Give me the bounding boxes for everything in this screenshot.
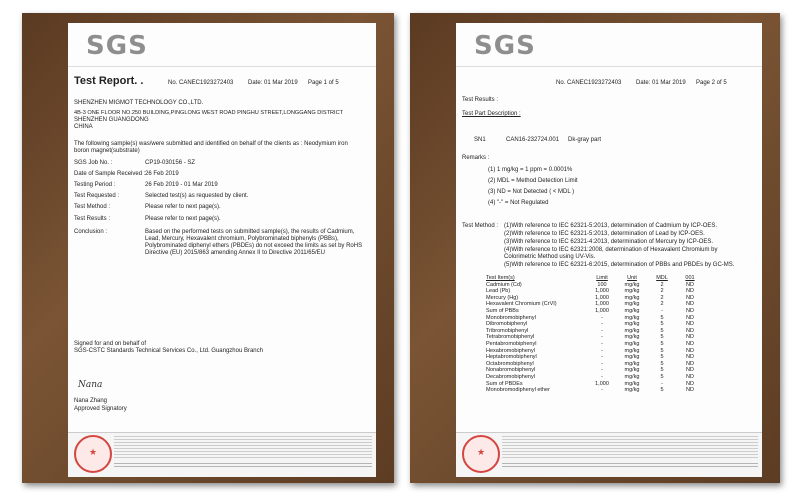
table-cell: 5 bbox=[660, 367, 664, 374]
table-row bbox=[484, 282, 704, 289]
table-cell: ND bbox=[686, 294, 694, 301]
client-company: SHENZHEN MIGMOT TECHNOLOGY CO.,LTD. bbox=[74, 100, 204, 106]
table-cell: ND bbox=[686, 373, 694, 380]
table-cell: - bbox=[601, 354, 603, 361]
table-cell: - bbox=[601, 360, 603, 367]
method-item: (4)With reference to IEC 62321:2008, determination of Hexavalent Chromium by Colorimetric Method using UV-Vis. bbox=[504, 247, 718, 260]
table-cell: ND bbox=[686, 288, 694, 295]
table-cell: mg/kg bbox=[624, 373, 640, 380]
table-cell: Decabromobiphenyl bbox=[486, 373, 535, 380]
table-cell: mg/kg bbox=[624, 387, 640, 394]
table-cell: 5 bbox=[660, 387, 664, 394]
page-number: Page 1 of 5 bbox=[308, 80, 339, 86]
table-cell: ND bbox=[686, 321, 694, 328]
field-label: Testing Period : bbox=[74, 182, 116, 188]
table-cell: - bbox=[601, 367, 603, 374]
table-cell: Sum of PBDEs bbox=[486, 380, 523, 387]
page-number: Page 2 of 5 bbox=[696, 80, 727, 86]
table-cell: ND bbox=[686, 387, 694, 394]
column-header: Test Item(s) bbox=[486, 275, 515, 281]
footer-fine-print bbox=[502, 436, 758, 460]
part-number: CAN16-232724.001 bbox=[506, 137, 560, 143]
sample-intro: The following sample(s) was/were submitted and identified on behalf of the clients as : Neodymium iron boron magnet(substrate) bbox=[74, 141, 348, 154]
table-cell: - bbox=[601, 334, 603, 341]
sgs-logo: SGS bbox=[474, 31, 536, 61]
remark-item: (2) MDL = Method Detection Limit bbox=[488, 178, 578, 184]
field-label: Test Requested : bbox=[74, 193, 120, 199]
table-cell: 1,000 bbox=[595, 380, 609, 387]
report-page-2 bbox=[456, 23, 762, 477]
table-cell: 2 bbox=[660, 301, 664, 308]
column-header: MDL bbox=[656, 275, 668, 281]
table-cell: Octabromobiphenyl bbox=[486, 360, 534, 367]
table-row bbox=[484, 334, 704, 341]
table-cell: Heptabromobiphenyl bbox=[486, 354, 537, 361]
table-cell: mg/kg bbox=[624, 327, 640, 334]
table-cell: Lead (Pb) bbox=[486, 288, 511, 295]
page-footer bbox=[68, 432, 376, 477]
column-header: 001 bbox=[685, 275, 695, 281]
table-cell: Sum of PBBs bbox=[486, 307, 519, 314]
table-cell: 1,000 bbox=[595, 307, 609, 314]
table-cell: 1,000 bbox=[595, 294, 609, 301]
table-row bbox=[484, 341, 704, 348]
table-row bbox=[484, 374, 704, 381]
remarks-label: Remarks : bbox=[462, 155, 490, 161]
field-value: 26 Feb 2019 - 01 Mar 2019 bbox=[145, 182, 218, 188]
table-cell: 5 bbox=[660, 340, 664, 347]
field-label: SGS Job No. : bbox=[74, 160, 113, 166]
report-number: No. CANEC1923272403 bbox=[168, 80, 234, 86]
table-body bbox=[484, 282, 704, 394]
table-cell: mg/kg bbox=[624, 340, 640, 347]
remark-item: (4) "-" = Not Regulated bbox=[488, 200, 549, 206]
table-cell: mg/kg bbox=[624, 301, 640, 308]
client-address-line-2: SHENZHEN GUANGDONG bbox=[74, 117, 149, 123]
report-number: No. CANEC1923272403 bbox=[556, 80, 622, 86]
field-label: Test Method : bbox=[74, 204, 111, 210]
table-cell: mg/kg bbox=[624, 367, 640, 374]
table-cell: 5 bbox=[660, 314, 664, 321]
sample-id: SN1 bbox=[474, 137, 486, 143]
table-cell: - bbox=[601, 347, 603, 354]
footer-fine-print bbox=[114, 436, 372, 460]
field-value: Please refer to next page(s). bbox=[145, 216, 221, 222]
table-row bbox=[484, 328, 704, 335]
table-cell: Nonabromobiphenyl bbox=[486, 367, 536, 374]
table-cell: 5 bbox=[660, 321, 664, 328]
seal-stamp-icon: ★ bbox=[462, 435, 500, 473]
table-cell: Cadmium (Cd) bbox=[486, 281, 522, 288]
table-cell: 1,000 bbox=[595, 301, 609, 308]
table-cell: 1,000 bbox=[595, 288, 609, 295]
page-title: Test Report. . bbox=[74, 75, 144, 87]
column-header: Unit bbox=[627, 275, 637, 281]
test-method-label: Test Method : bbox=[462, 223, 499, 229]
field-label: Test Results : bbox=[74, 216, 111, 222]
table-cell: mg/kg bbox=[624, 334, 640, 341]
table-row bbox=[484, 361, 704, 368]
table-cell: Pentabromobiphenyl bbox=[486, 340, 537, 347]
remark-item: (1) 1 mg/kg = 1 ppm = 0.0001% bbox=[488, 167, 573, 173]
table-cell: ND bbox=[686, 367, 694, 374]
table-cell: 5 bbox=[660, 360, 664, 367]
table-cell: - bbox=[601, 327, 603, 334]
part-name: Dk-gray part bbox=[568, 137, 602, 143]
table-cell: Dibromobiphenyl bbox=[486, 321, 528, 328]
table-cell: - bbox=[601, 373, 603, 380]
table-cell: - bbox=[661, 380, 663, 387]
table-cell: 5 bbox=[660, 354, 664, 361]
table-cell: 5 bbox=[660, 373, 664, 380]
conclusion-label: Conclusion : bbox=[74, 229, 108, 235]
field-value: 26 Feb 2019 bbox=[145, 171, 179, 177]
signed-on-behalf: Signed for and on behalf of bbox=[74, 341, 147, 347]
field-value: Please refer to next page(s). bbox=[145, 204, 221, 210]
column-header: Limit bbox=[596, 275, 608, 281]
client-address-line-3: CHINA bbox=[74, 124, 93, 130]
table-cell: 5 bbox=[660, 347, 664, 354]
table-cell: ND bbox=[686, 360, 694, 367]
table-cell: - bbox=[661, 307, 663, 314]
report-page-1 bbox=[68, 23, 376, 477]
header-divider bbox=[456, 66, 762, 67]
table-cell: - bbox=[601, 321, 603, 328]
sgs-logo: SGS bbox=[86, 31, 148, 61]
signing-company: SGS-CSTC Standards Technical Services Co., Ltd. Guangzhou Branch bbox=[74, 348, 263, 354]
table-cell: 5 bbox=[660, 327, 664, 334]
table-cell: - bbox=[601, 340, 603, 347]
client-address-line-1: 4B-3 ONE FLOOR NO.250 BUILDING,PINGLONG WEST ROAD PINGHU STREET,LONGGANG DISTRICT bbox=[74, 110, 344, 116]
field-value: Selected test(s) as requested by client. bbox=[145, 193, 249, 199]
test-results-heading: Test Results : bbox=[462, 97, 499, 103]
table-row bbox=[484, 367, 704, 374]
table-cell: ND bbox=[686, 327, 694, 334]
table-cell: 2 bbox=[660, 294, 664, 301]
signer-title: Approved Signatory bbox=[74, 406, 127, 412]
table-cell: Hexabromobiphenyl bbox=[486, 347, 535, 354]
signer-name: Nana Zhang bbox=[74, 398, 108, 404]
table-row bbox=[484, 301, 704, 308]
table-cell: ND bbox=[686, 314, 694, 321]
table-cell: mg/kg bbox=[624, 288, 640, 295]
table-row bbox=[484, 387, 704, 394]
table-cell: ND bbox=[686, 301, 694, 308]
table-cell: mg/kg bbox=[624, 294, 640, 301]
header-divider bbox=[68, 66, 376, 67]
table-row bbox=[484, 321, 704, 328]
method-item: (3)With reference to IEC 62321-4:2013, determination of Mercury by ICP-OES. bbox=[504, 239, 714, 245]
table-cell: mg/kg bbox=[624, 321, 640, 328]
table-cell: ND bbox=[686, 281, 694, 288]
table-cell: 2 bbox=[660, 281, 664, 288]
report-date: Date: 01 Mar 2019 bbox=[248, 80, 298, 86]
table-row bbox=[484, 288, 704, 295]
test-part-description-heading: Test Part Description : bbox=[462, 111, 521, 117]
table-cell: mg/kg bbox=[624, 314, 640, 321]
table-cell: ND bbox=[686, 380, 694, 387]
table-cell: mg/kg bbox=[624, 380, 640, 387]
table-cell: ND bbox=[686, 347, 694, 354]
table-cell: 2 bbox=[660, 288, 664, 295]
footer-contact-line bbox=[502, 463, 758, 469]
field-label: Date of Sample Received : bbox=[74, 171, 146, 177]
table-cell: Tetrabromobiphenyl bbox=[486, 334, 535, 341]
table-row bbox=[484, 348, 704, 355]
table-cell: ND bbox=[686, 307, 694, 314]
table-row bbox=[484, 354, 704, 361]
table-cell: mg/kg bbox=[624, 347, 640, 354]
table-cell: 100 bbox=[597, 281, 607, 288]
footer-contact-line bbox=[114, 463, 372, 469]
seal-stamp-icon: ★ bbox=[74, 435, 112, 473]
table-cell: Monobromobiphenyl bbox=[486, 314, 536, 321]
signature: Nana bbox=[78, 380, 103, 390]
table-row bbox=[484, 381, 704, 388]
table-cell: mg/kg bbox=[624, 354, 640, 361]
conclusion-text: Based on the performed tests on submitted sample(s), the results of Cadmium, Lead, Mercury, Hexavalent chromium, Polybrominated biphenyls (PBBs), Polybrominated diphenyl ethers (PBDEs) do not exceed the limits as set by RoHS Directive (EU) 2015/863 amending Annex II to Directive 2011/65/EU bbox=[145, 229, 363, 256]
table-row bbox=[484, 308, 704, 315]
table-cell: - bbox=[601, 314, 603, 321]
table-row bbox=[484, 295, 704, 302]
report-date: Date: 01 Mar 2019 bbox=[636, 80, 686, 86]
table-cell: ND bbox=[686, 334, 694, 341]
table-row bbox=[484, 315, 704, 322]
table-cell: mg/kg bbox=[624, 307, 640, 314]
table-cell: ND bbox=[686, 354, 694, 361]
table-cell: 5 bbox=[660, 334, 664, 341]
remark-item: (3) ND = Not Detected ( < MDL ) bbox=[488, 189, 575, 195]
report-frame-page-2 bbox=[410, 13, 780, 483]
method-item: (5)With reference to IEC 62321-6:2015, determination of PBBs and PBDEs by GC-MS. bbox=[504, 262, 735, 268]
results-table bbox=[484, 275, 704, 394]
table-cell: Mercury (Hg) bbox=[486, 294, 519, 301]
table-cell: mg/kg bbox=[624, 281, 640, 288]
method-item: (2)With reference to IEC 62321-5:2013, determination of Lead by ICP-OES. bbox=[504, 231, 705, 237]
page-footer bbox=[456, 432, 762, 477]
table-cell: Monobromodiphenyl ether bbox=[486, 387, 550, 394]
method-item: (1)With reference to IEC 62321-5:2013, determination of Cadmium by ICP-OES. bbox=[504, 223, 718, 229]
table-cell: ND bbox=[686, 340, 694, 347]
report-frame-page-1 bbox=[22, 13, 394, 483]
table-cell: Hexavalent Chromium (CrVI) bbox=[486, 301, 557, 308]
table-cell: Tribromobiphenyl bbox=[486, 327, 529, 334]
table-cell: - bbox=[601, 387, 603, 394]
table-header-row bbox=[484, 275, 704, 282]
table-cell: mg/kg bbox=[624, 360, 640, 367]
field-value: CP19-030156 - SZ bbox=[145, 160, 196, 166]
